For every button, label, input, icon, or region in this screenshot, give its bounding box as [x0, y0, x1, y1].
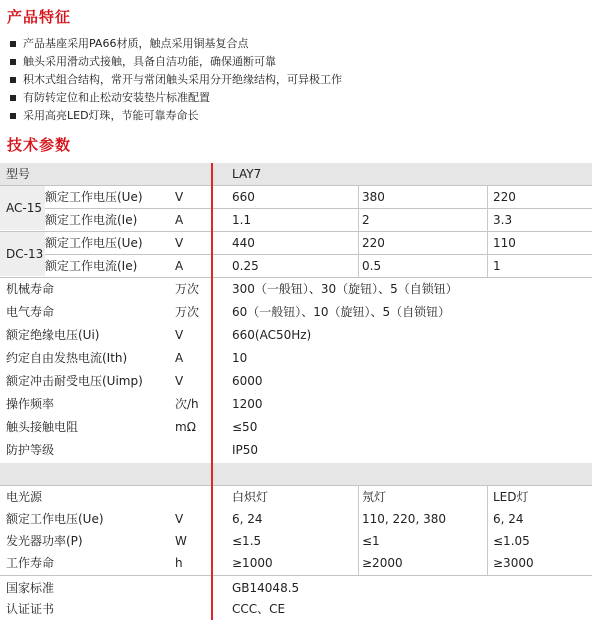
- feature-item: 产品基座采用PA66材质，触点采用铜基复合点: [10, 35, 342, 53]
- table-row: 电气寿命 万次 60（一般钮）、10（旋钮）、5（自锁钮）: [6, 305, 451, 319]
- table-row: 防护等级 IP50: [6, 443, 259, 457]
- table-row: 工作寿命 h ≥1000 ≥2000 ≥3000: [6, 556, 534, 570]
- square-bullet-icon: [10, 77, 16, 83]
- table-row: 额定工作电流(Ie) A 0.25 0.5 1: [45, 259, 501, 273]
- feature-item: 积木式组合结构，常开与常闭触头采用分开绝缘结构，可异极工作: [10, 71, 342, 89]
- square-bullet-icon: [10, 41, 16, 47]
- table-row: 国家标准 GB14048.5: [6, 581, 300, 595]
- table-row: 机械寿命 万次 300（一般钮）、30（旋钮）、5（自锁钮）: [6, 282, 458, 296]
- table-row: 约定自由发热电流(Ith) A 10: [6, 351, 248, 365]
- table-row: 额定工作电压(Ue) V 440 220 110: [45, 236, 516, 250]
- dc13-group-label: DC-13: [6, 247, 44, 261]
- specs-title: 技术参数: [7, 136, 72, 154]
- square-bullet-icon: [10, 113, 16, 119]
- features-list: [10, 35, 342, 125]
- feature-item: 触头采用滑动式接触，具备自洁功能，确保通断可靠: [10, 53, 342, 71]
- table-row: 额定工作电压(Ue) V 660 380 220: [45, 190, 516, 204]
- table-row: 额定冲击耐受电压(Uimp) V 6000: [6, 374, 263, 388]
- table-row: 额定绝缘电压(Ui) V 660(AC50Hz): [6, 328, 312, 342]
- square-bullet-icon: [10, 95, 16, 101]
- table-row: 认证证书 CCC、CE: [6, 602, 286, 616]
- features-title: 产品特征: [7, 8, 72, 26]
- table-row: 操作频率 次/h 1200: [6, 397, 263, 411]
- feature-item: 有防转定位和止松动安装垫片标准配置: [10, 89, 342, 107]
- table-row: 额定工作电流(Ie) A 1.1 2 3.3: [45, 213, 513, 227]
- specs-table: [0, 163, 592, 620]
- table-row: 额定工作电压(Ue) V 6, 24 110, 220, 380 6, 24: [6, 512, 524, 526]
- table-row: 发光器功率(P) W ≤1.5 ≤1 ≤1.05: [6, 534, 530, 548]
- square-bullet-icon: [10, 59, 16, 65]
- table-row-model: 型号 LAY7: [6, 167, 262, 181]
- table-row: 触头接触电阻 mΩ ≤50: [6, 420, 258, 434]
- feature-item: 采用高亮LED灯珠，节能可靠寿命长: [10, 107, 342, 125]
- blank-band: [0, 463, 592, 485]
- table-row-light-header: 电光源 白炽灯 氖灯 LED灯: [6, 490, 529, 504]
- ac15-group-label: AC-15: [6, 201, 42, 215]
